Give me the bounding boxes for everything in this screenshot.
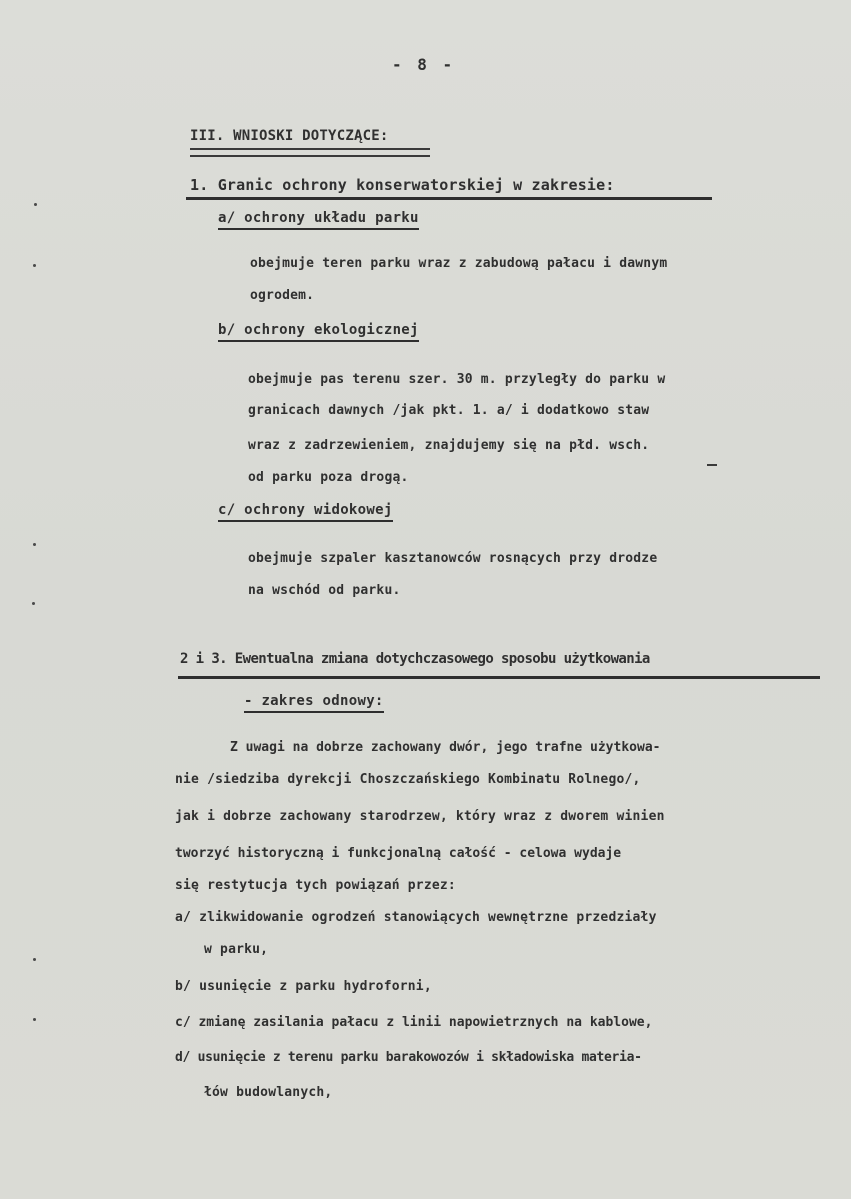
section-heading: III. WNIOSKI DOTYCZĄCE: <box>190 128 389 144</box>
item23-heading-line-1: 2 i 3. Ewentualna zmiana dotychczasowego sposobu użytkowania <box>180 651 650 667</box>
list-item-b: b/ usunięcie z parku hydroforni, <box>175 979 432 994</box>
list-item-c: c/ zmianę zasilania pałacu z linii napowietrznych na kablowe, <box>175 1015 653 1030</box>
list-item-a-line-2: w parku, <box>204 942 269 957</box>
list-item-d-line-1: d/ usunięcie z terenu parku barakowozów i składowiska materia- <box>175 1050 642 1065</box>
list-item-a-line-1: a/ zlikwidowanie ogrodzeń stanowiących wewnętrzne przedziały <box>175 910 657 925</box>
item1a-label: a/ ochrony układu parku <box>218 210 419 230</box>
paragraph-line-3: jak i dobrze zachowany starodrzew, który wraz z dworem winien <box>175 809 665 824</box>
punch-mark <box>33 543 36 546</box>
punch-mark <box>33 1018 36 1021</box>
item1b-text-line-4: od parku poza drogą. <box>248 470 409 485</box>
punch-mark <box>33 264 36 267</box>
paragraph-line-1: Z uwagi na dobrze zachowany dwór, jego trafne użytkowa- <box>230 740 661 755</box>
punch-mark <box>33 958 36 961</box>
item1-heading: 1. Granic ochrony konserwatorskiej w zakresie: <box>190 176 615 194</box>
punch-mark <box>32 602 35 605</box>
item23-heading-underline <box>178 676 820 679</box>
paragraph-line-4: tworzyć historyczną i funkcjonalną całość - celowa wydaje <box>175 846 622 861</box>
item1c-text-line-1: obejmuje szpaler kasztanowców rosnących przy drodze <box>248 551 658 566</box>
item23-heading-line-2: - zakres odnowy: <box>244 693 384 713</box>
item1b-text-line-1: obejmuje pas terenu szer. 30 m. przyległy do parku w <box>248 372 666 387</box>
item1b-text-line-2: granicach dawnych /jak pkt. 1. a/ i dodatkowo staw <box>248 403 650 418</box>
item1c-label: c/ ochrony widokowej <box>218 502 393 522</box>
item1a-text-line-2: ogrodem. <box>250 288 315 303</box>
item1c-text-line-2: na wschód od parku. <box>248 583 401 598</box>
paragraph-line-5: się restytucja tych powiązań przez: <box>175 878 456 893</box>
item1b-label: b/ ochrony ekologicznej <box>218 322 419 342</box>
page-number: - 8 - <box>392 55 456 74</box>
section-heading-double-underline <box>190 148 430 157</box>
paragraph-line-2: nie /siedziba dyrekcji Choszczańskiego Kombinatu Rolnego/, <box>175 772 641 787</box>
punch-mark <box>34 203 37 206</box>
item1a-text-line-1: obejmuje teren parku wraz z zabudową pałacu i dawnym <box>250 256 668 271</box>
list-item-d-line-2: łów budowlanych, <box>204 1085 333 1100</box>
item1-heading-underline <box>186 197 712 200</box>
item1b-text-line-3: wraz z zadrzewieniem, znajdujemy się na płd. wsch. <box>248 438 650 453</box>
handwritten-mark <box>707 464 717 466</box>
